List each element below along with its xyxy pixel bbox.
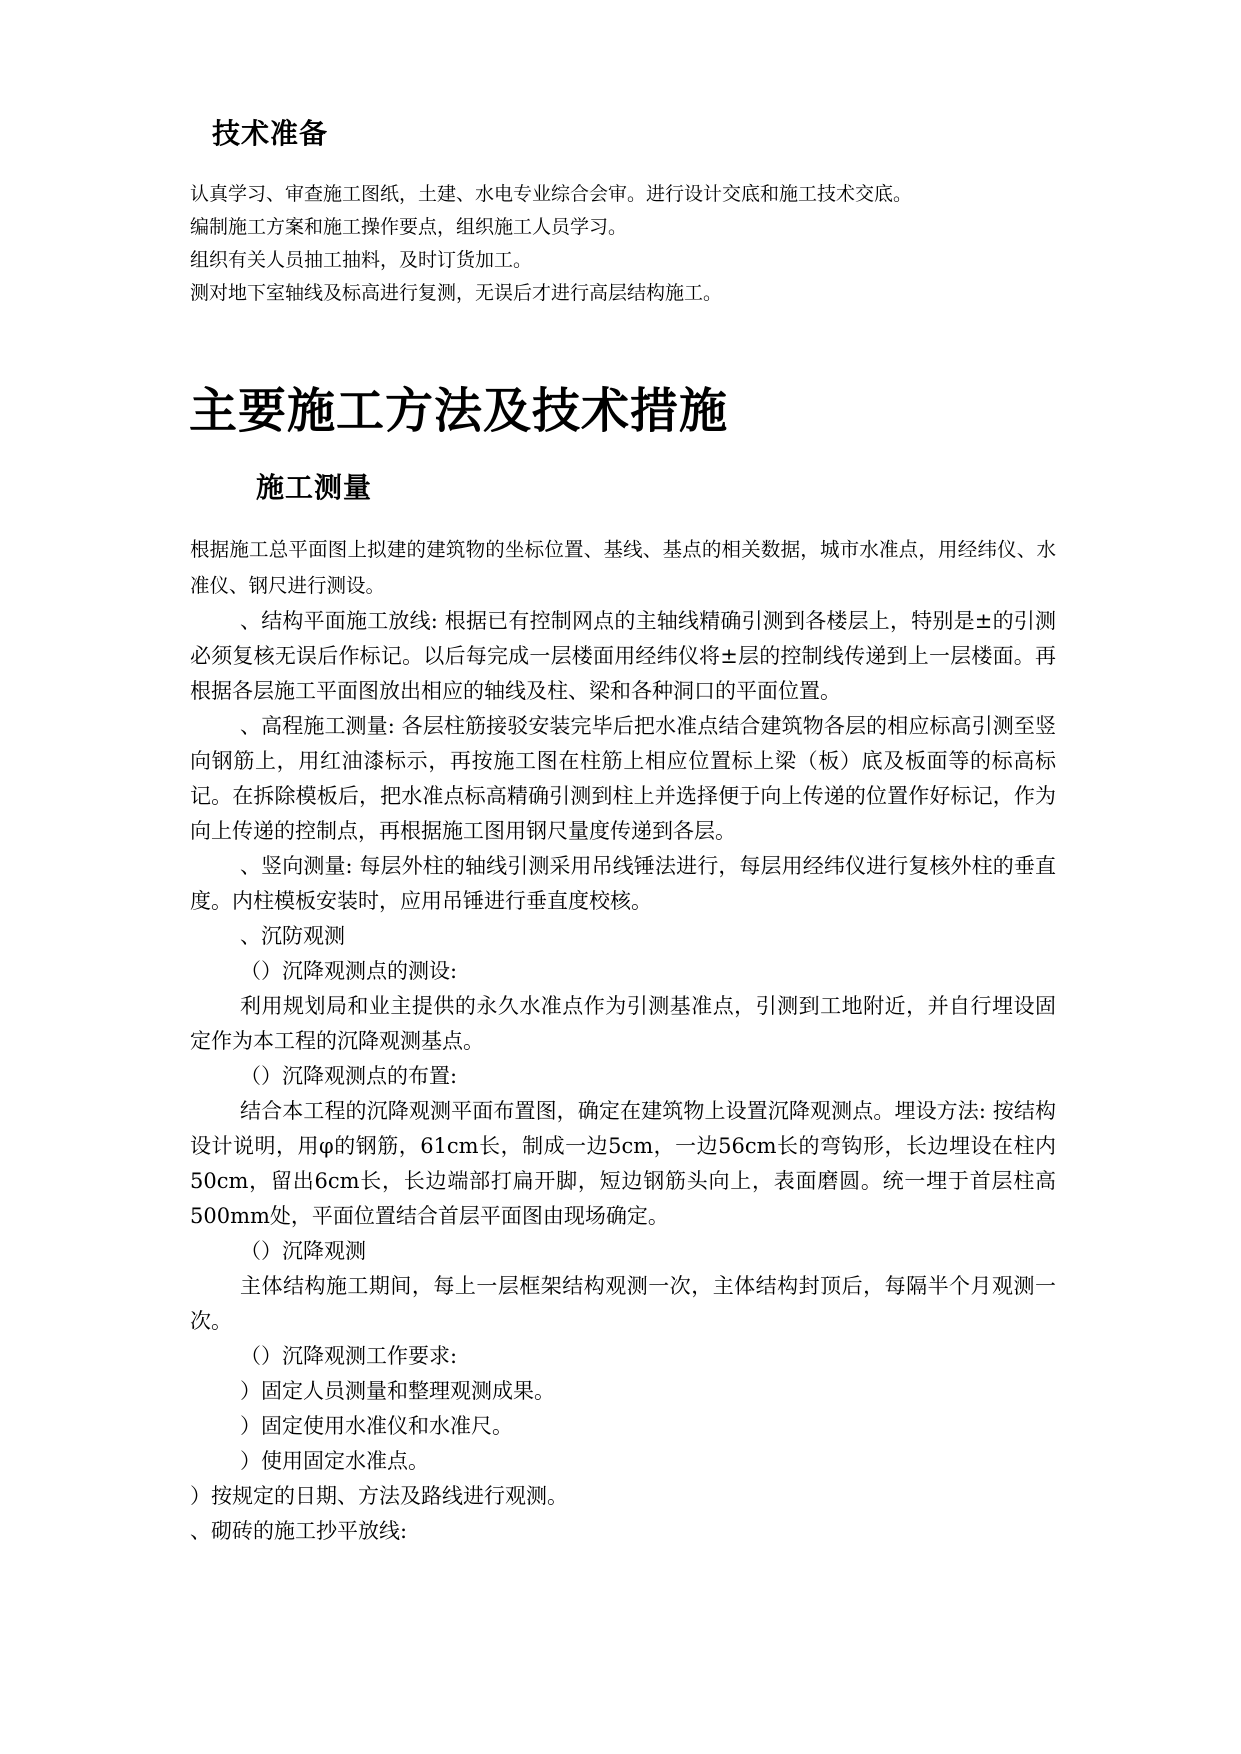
list-item: 测对地下室轴线及标高进行复测，无误后才进行高层结构施工。	[190, 282, 723, 304]
paragraph-observation-heading: （）沉降观测	[240, 1239, 366, 1263]
survey-intro: 根据施工总平面图上拟建的建筑物的坐标位置、基线、基点的相关数据，城市水准点，用经纬仪、水准仪、钢尺进行测设。	[190, 538, 1056, 597]
paragraph-plane-layout: 、结构平面施工放线: 根据已有控制网点的主轴线精确引测到各楼层上，特别是±的引测必须复核无误后作标记。以后每完成一层楼面用经纬仪将±层的控制线传递到上一层楼面。再根据各层施工平面图放出相应的轴线及柱、梁和各种洞口的平面位置。	[190, 609, 1056, 703]
paragraph-requirements-heading: （）沉降观测工作要求:	[240, 1344, 458, 1368]
paragraph-elevation-survey: 、高程施工测量: 各层柱筋接驳安装完毕后把水准点结合建筑物各层的相应标高引测至竖向钢筋上，用红油漆标示，再按施工图在柱筋上相应位置标上梁（板）底及板面等的标高标记。在拆除模板后，把水准点标高精确引测到柱上并选择便于向上传递的位置作好标记，作为向上传递的控制点，再根据施工图用钢尺量度传递到各层。	[190, 714, 1056, 843]
list-item: 认真学习、审查施工图纸，土建、水电专业综合会审。进行设计交底和施工技术交底。	[190, 183, 913, 205]
paragraph-point-setup-heading: （）沉降观测点的测设:	[240, 959, 458, 983]
chapter-title: 主要施工方法及技术措施	[189, 383, 729, 439]
paragraph-vertical-survey: 、竖向测量: 每层外柱的轴线引测采用吊线锤法进行，每层用经纬仪进行复核外柱的垂直度。内柱模板安装时，应用吊锤进行垂直度校核。	[190, 854, 1056, 913]
survey-body	[190, 532, 1056, 1549]
list-item: ）按规定的日期、方法及路线进行观测。	[190, 1484, 568, 1508]
paragraph-brick-leveling: 、砌砖的施工抄平放线:	[190, 1519, 408, 1543]
list-item: ）使用固定水准点。	[240, 1449, 429, 1473]
paragraph-settlement-heading: 、沉防观测	[240, 924, 345, 948]
paragraph-point-layout-heading: （）沉降观测点的布置:	[240, 1064, 458, 1088]
section-heading-survey: 施工测量	[256, 471, 373, 504]
paragraph-observation: 主体结构施工期间，每上一层框架结构观测一次，主体结构封顶后，每隔半个月观测一次。	[190, 1274, 1056, 1333]
list-item: 编制施工方案和施工操作要点，组织施工人员学习。	[190, 216, 628, 238]
list-item: ）固定人员测量和整理观测成果。	[240, 1379, 555, 1403]
list-item: ）固定使用水准仪和水准尺。	[240, 1414, 513, 1438]
tech-prep-list	[190, 178, 1070, 310]
paragraph-point-layout: 结合本工程的沉降观测平面布置图，确定在建筑物上设置沉降观测点。埋设方法: 按结构设计说明，用φ的钢筋，61cm长，制成一边5cm，一边56cm长的弯钩形，长边埋设在柱内50cm，留出6cm长，长边端部打扁开脚，短边钢筋头向上，表面磨圆。统一埋于首层柱高500mm处，平面位置结合首层平面图由现场确定。	[190, 1099, 1056, 1228]
section-heading-tech-prep: 技术准备	[212, 117, 329, 150]
list-item: 组织有关人员抽工抽料，及时订货加工。	[190, 249, 533, 271]
paragraph-point-setup: 利用规划局和业主提供的永久水准点作为引测基准点，引测到工地附近，并自行埋设固定作为本工程的沉降观测基点。	[190, 994, 1056, 1053]
